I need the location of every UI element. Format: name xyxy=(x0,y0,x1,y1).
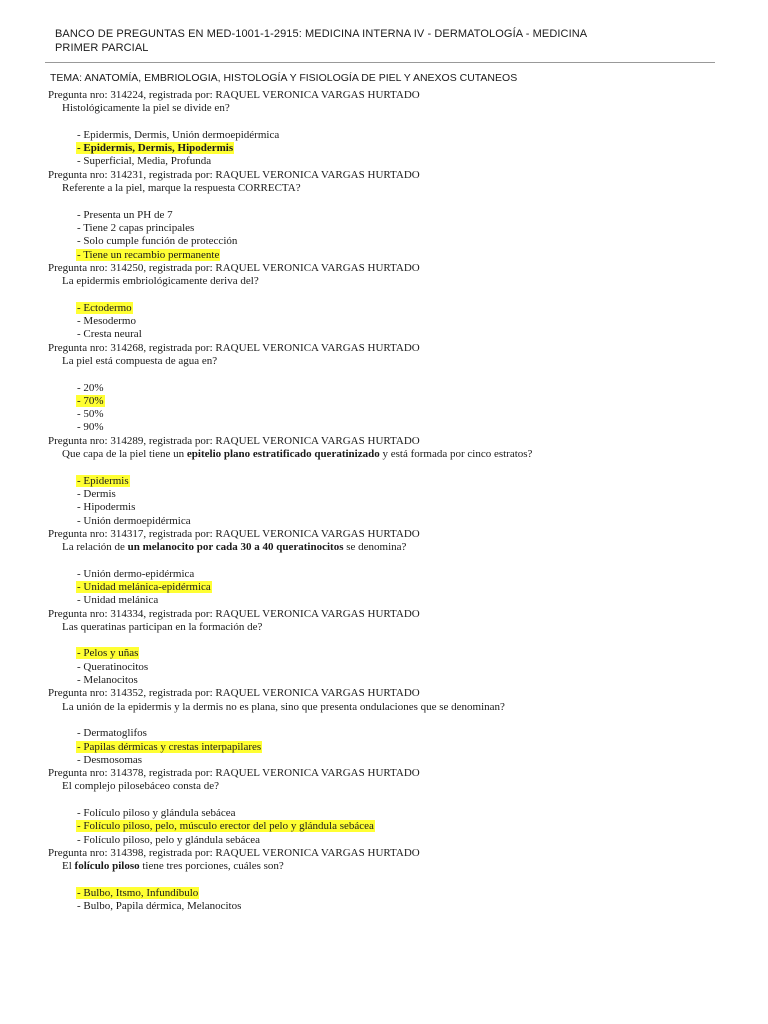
question-text xyxy=(62,275,738,288)
answer-option-label: - Epidermis, Dermis, Hipodermis xyxy=(77,142,234,155)
question-meta: Pregunta nro: 314378, registrada por: RAQUEL VERONICA VARGAS HURTADO xyxy=(48,767,420,780)
question-text xyxy=(62,780,738,793)
answer-option-label: - Folículo piloso, pelo, músculo erector del pelo y glándula sebácea xyxy=(77,820,374,833)
answer-option-correct xyxy=(76,302,738,315)
answer-option-label: - Bulbo, Papila dérmica, Melanocitos xyxy=(77,900,242,913)
question-block xyxy=(48,435,738,528)
question-text xyxy=(62,355,738,368)
question-text-segment: El xyxy=(62,860,75,873)
question-block xyxy=(48,608,738,688)
question-text-emphasis: folículo piloso xyxy=(74,860,140,873)
answer-option xyxy=(76,155,738,168)
question-text-segment: Histológicamente la piel se divide en? xyxy=(62,102,230,115)
answer-option-label: - 70% xyxy=(77,394,104,407)
answer-option xyxy=(76,727,738,740)
answer-options xyxy=(76,647,738,687)
answer-option-label: - Dermis xyxy=(77,487,116,500)
question-text xyxy=(62,182,738,195)
question-text-segment: La piel está compuesta de agua en? xyxy=(62,354,218,367)
question-meta: Pregunta nro: 314317, registrada por: RAQUEL VERONICA VARGAS HURTADO xyxy=(48,527,420,540)
answer-option-label: - Pelos y uñas xyxy=(77,647,139,660)
answer-option-correct xyxy=(76,249,738,262)
answer-option xyxy=(76,421,738,434)
question-meta: Pregunta nro: 314352, registrada por: RAQUEL VERONICA VARGAS HURTADO xyxy=(48,687,420,700)
header-title: BANCO DE PREGUNTAS EN MED-1001-1-2915: MEDICINA INTERNA IV - DERMATOLOGÍA - MEDICINA xyxy=(55,28,588,40)
answer-option-label: - Folículo piloso, pelo y glándula sebácea xyxy=(77,833,260,846)
answer-option-label: - 90% xyxy=(77,421,104,434)
answer-options xyxy=(76,475,738,528)
question-text-segment: Las queratinas participan en la formación de? xyxy=(62,620,263,633)
answer-option-label: - Superficial, Media, Profunda xyxy=(77,155,212,168)
question-text-emphasis: un melanocito por cada 30 a 40 queratinocitos xyxy=(127,541,344,554)
question-text-segment: tiene tres porciones, cuáles son? xyxy=(139,860,284,873)
question-text-segment: El complejo pilosebáceo consta de? xyxy=(62,780,219,793)
answer-option xyxy=(76,754,738,767)
document-header xyxy=(55,27,715,55)
header-subtitle: PRIMER PARCIAL xyxy=(55,42,149,54)
answer-options xyxy=(76,209,738,262)
answer-option xyxy=(76,661,738,674)
question-text-emphasis: epitelio plano estratificado queratinizado xyxy=(186,448,380,461)
answer-option-label: - Epidermis xyxy=(77,474,129,487)
answer-option xyxy=(76,900,738,913)
answer-option xyxy=(76,382,738,395)
question-block xyxy=(48,89,738,169)
answer-option-label: - Presenta un PH de 7 xyxy=(77,208,173,221)
answer-option-label: - Cresta neural xyxy=(77,328,142,341)
question-meta: Pregunta nro: 314334, registrada por: RAQUEL VERONICA VARGAS HURTADO xyxy=(48,607,420,620)
answer-option xyxy=(76,515,738,528)
answer-option xyxy=(76,488,738,501)
answer-option-correct xyxy=(76,581,738,594)
answer-option-label: - Melanocitos xyxy=(77,674,138,687)
question-block xyxy=(48,528,738,608)
answer-option xyxy=(76,408,738,421)
answer-option-label: - Folículo piloso y glándula sebácea xyxy=(77,807,236,820)
question-block xyxy=(48,767,738,847)
answer-option xyxy=(76,807,738,820)
question-meta: Pregunta nro: 314398, registrada por: RAQUEL VERONICA VARGAS HURTADO xyxy=(48,846,420,859)
question-text xyxy=(62,448,738,461)
question-text xyxy=(62,102,738,115)
question-meta: Pregunta nro: 314250, registrada por: RAQUEL VERONICA VARGAS HURTADO xyxy=(48,261,420,274)
question-list xyxy=(48,89,738,913)
question-block xyxy=(48,262,738,342)
answer-option-label: - Mesodermo xyxy=(77,315,136,328)
answer-option-label: - Bulbo, Itsmo, Infundíbulo xyxy=(77,886,199,899)
question-meta: Pregunta nro: 314224, registrada por: RAQUEL VERONICA VARGAS HURTADO xyxy=(48,89,420,101)
answer-option xyxy=(76,834,738,847)
question-text-segment: se denomina? xyxy=(343,541,407,554)
answer-option-correct xyxy=(76,887,738,900)
answer-options xyxy=(76,727,738,767)
question-text xyxy=(62,621,738,634)
answer-options xyxy=(76,382,738,435)
answer-option xyxy=(76,129,738,142)
answer-option xyxy=(76,235,738,248)
question-block xyxy=(48,687,738,767)
answer-option xyxy=(76,222,738,235)
question-text-segment: La unión de la epidermis y la dermis no es plana, sino que presenta ondulaciones que se denominan? xyxy=(62,700,505,713)
answer-option-label: - Epidermis, Dermis, Unión dermoepidérmica xyxy=(77,128,280,141)
answer-option xyxy=(76,209,738,222)
answer-option-label: - Ectodermo xyxy=(77,301,132,314)
question-text xyxy=(62,860,738,873)
question-text xyxy=(62,541,738,554)
answer-option-label: - Dermatoglifos xyxy=(77,727,147,740)
answer-option-label: - Hipodermis xyxy=(77,501,136,514)
question-text xyxy=(62,701,738,714)
header-divider xyxy=(45,62,715,63)
answer-options xyxy=(76,807,738,847)
question-text-segment: Que capa de la piel tiene un xyxy=(62,448,187,461)
question-meta: Pregunta nro: 314231, registrada por: RAQUEL VERONICA VARGAS HURTADO xyxy=(48,168,420,181)
answer-option-label: - Unión dermo-epidérmica xyxy=(77,567,195,580)
topic-heading: TEMA: ANATOMÍA, EMBRIOLOGIA, HISTOLOGÍA Y FISIOLOGÍA DE PIEL Y ANEXOS CUTANEOS xyxy=(50,72,518,84)
answer-option-label: - Tiene un recambio permanente xyxy=(77,248,220,261)
question-text-segment: La epidermis embriológicamente deriva del? xyxy=(62,275,259,288)
answer-option-label: - Unidad melánica-epidérmica xyxy=(77,580,211,593)
answer-option-label: - 50% xyxy=(77,408,104,421)
answer-option-label: - Queratinocitos xyxy=(77,660,149,673)
answer-option xyxy=(76,328,738,341)
question-meta: Pregunta nro: 314289, registrada por: RAQUEL VERONICA VARGAS HURTADO xyxy=(48,434,420,447)
question-block xyxy=(48,847,738,913)
answer-option-label: - Papilas dérmicas y crestas interpapilares xyxy=(77,740,262,753)
answer-option xyxy=(76,315,738,328)
answer-option-correct xyxy=(76,395,738,408)
answer-option-label: - Desmosomas xyxy=(77,753,143,766)
question-text-segment: Referente a la piel, marque la respuesta CORRECTA? xyxy=(62,182,301,195)
question-text-segment: y está formada por cinco estratos? xyxy=(379,448,533,461)
answer-option-correct xyxy=(76,475,738,488)
answer-option-label: - Solo cumple función de protección xyxy=(77,235,238,248)
answer-option-correct xyxy=(76,820,738,833)
question-block xyxy=(48,169,738,262)
answer-options xyxy=(76,887,738,914)
question-meta: Pregunta nro: 314268, registrada por: RAQUEL VERONICA VARGAS HURTADO xyxy=(48,341,420,354)
question-text-segment: La relación de xyxy=(62,541,128,554)
answer-options xyxy=(76,129,738,169)
answer-option-label: - Unidad melánica xyxy=(77,594,159,607)
answer-option-label: - 20% xyxy=(77,381,104,394)
question-block xyxy=(48,342,738,435)
answer-options xyxy=(76,302,738,342)
answer-option-correct xyxy=(76,741,738,754)
answer-option-correct xyxy=(76,142,738,155)
answer-options xyxy=(76,568,738,608)
answer-option-label: - Tiene 2 capas principales xyxy=(77,221,195,234)
answer-option-label: - Unión dermoepidérmica xyxy=(77,514,191,527)
answer-option xyxy=(76,594,738,607)
answer-option xyxy=(76,501,738,514)
answer-option-correct xyxy=(76,647,738,660)
answer-option xyxy=(76,674,738,687)
answer-option xyxy=(76,568,738,581)
